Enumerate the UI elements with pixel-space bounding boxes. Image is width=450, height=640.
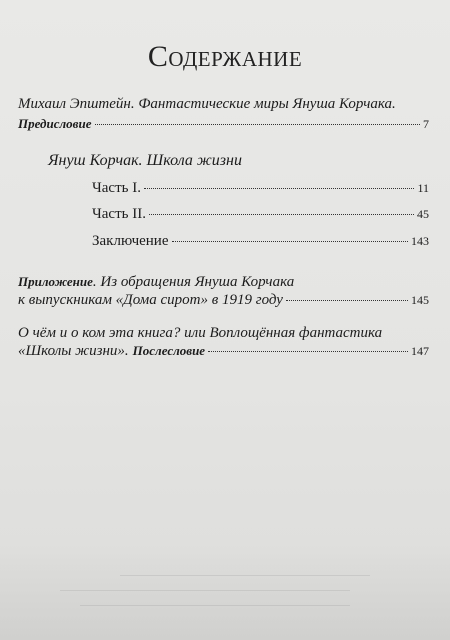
entry-label: Послесловие: [132, 343, 206, 358]
leader-dots: [95, 124, 421, 125]
entry-label: Часть II.: [92, 206, 146, 222]
toc-entry-conclusion: [92, 233, 429, 250]
toc-entry-preface: [18, 116, 429, 132]
toc-entry-afterword-line-2: [18, 343, 429, 360]
bleed-line: [120, 575, 370, 576]
entry-label: Часть I.: [92, 180, 141, 196]
leader-dots: [144, 188, 414, 189]
entry-label: Предисловие: [18, 116, 92, 131]
entry-text: Михаил Эпштейн. Фантастические миры Януша Корчака.: [18, 96, 396, 112]
toc-entry-afterword-line-1: [18, 325, 382, 342]
leader-dots: [208, 351, 408, 352]
bleed-line: [80, 605, 350, 606]
toc-entry-part-1: [92, 180, 429, 197]
toc-entry-part-2: [92, 206, 429, 223]
page-number: 143: [411, 234, 429, 248]
entry-text: «Школы жизни».: [18, 343, 129, 359]
page-number: 11: [417, 181, 429, 195]
page-number: 145: [411, 293, 429, 307]
leader-dots: [286, 300, 408, 301]
bleed-through-shadow: [0, 545, 450, 640]
entry-label: Заключение: [92, 233, 169, 249]
page-number: 7: [423, 117, 429, 131]
entry-text: . Из обращения Януша Корчака: [92, 274, 295, 290]
leader-dots: [172, 241, 409, 242]
section-heading: [48, 152, 242, 170]
bleed-line: [60, 590, 350, 591]
page-number: 45: [417, 207, 429, 221]
entry-text: к выпускникам «Дома сирот» в 1919 году: [18, 292, 283, 308]
entry-label: Приложение: [18, 274, 93, 289]
page-title: Содержание: [147, 40, 303, 73]
page-number: 147: [411, 344, 429, 358]
entry-text: О чём и о ком эта книга? или Воплощённая фантастика: [18, 325, 383, 341]
toc-entry-appendix-line-1: [18, 274, 294, 291]
leader-dots: [149, 214, 414, 215]
toc-entry-appendix-line-2: [18, 292, 429, 309]
toc-entry-author-title: [18, 96, 396, 113]
section-heading-text: Януш Корчак. Школа жизни: [48, 152, 242, 169]
